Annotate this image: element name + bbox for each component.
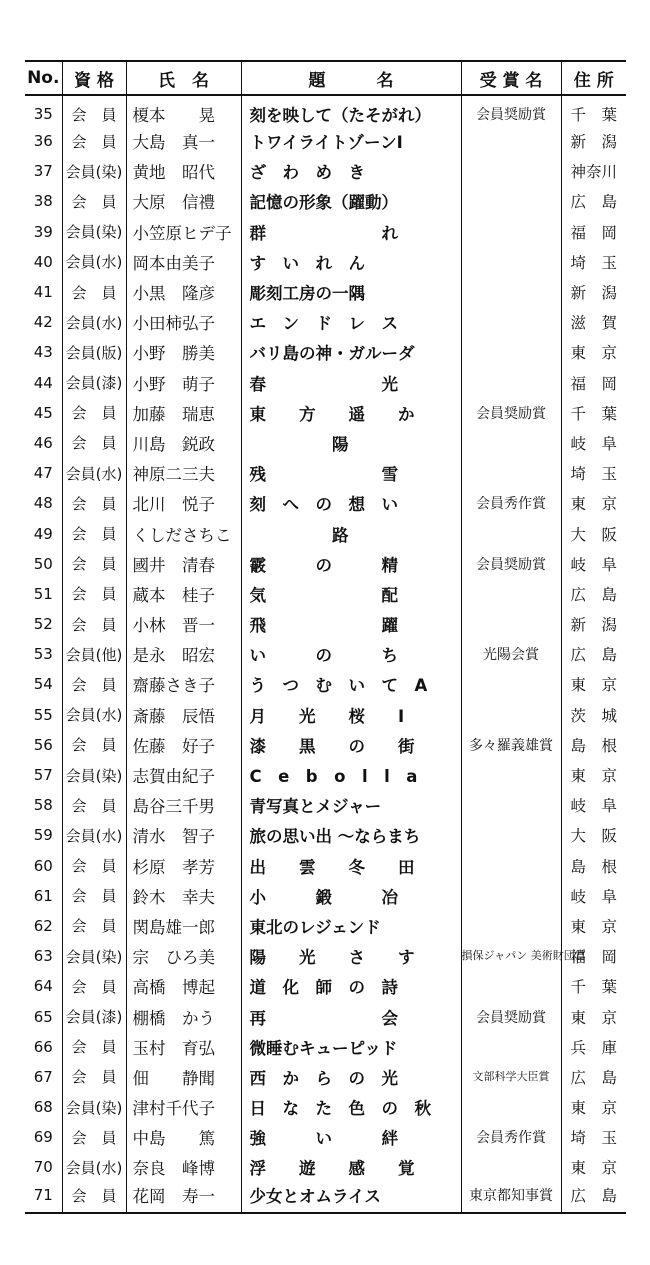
row-name: 是永 昭宏 — [126, 639, 241, 669]
row-qualification: 会 員 — [62, 1183, 126, 1213]
table-row — [25, 851, 626, 881]
row-title: エ ン ド レ ス — [241, 307, 461, 337]
row-title: う つ む い て A — [241, 669, 461, 699]
row-address: 千 葉 — [570, 106, 617, 124]
table-row — [25, 669, 626, 699]
row-name: 清水 智子 — [126, 820, 241, 850]
row-qualification: 会 員 — [62, 669, 126, 699]
row-name: 神原二三夫 — [126, 458, 241, 488]
row-qualification: 会 員 — [62, 1032, 126, 1062]
row-qualification: 会 員 — [62, 851, 126, 881]
row-title: 春 光 — [241, 368, 461, 398]
table-row — [25, 126, 626, 156]
table-row — [25, 398, 626, 428]
table-row — [25, 730, 626, 760]
row-address: 岐 阜 — [570, 797, 617, 816]
table-row — [25, 247, 626, 277]
row-award — [461, 368, 561, 398]
row-award: 会員奨励賞 — [461, 398, 561, 428]
table-row — [25, 307, 626, 337]
row-award — [461, 337, 561, 367]
row-title: ざ わ め き — [241, 156, 461, 186]
header-qualification: 資 格 — [62, 61, 126, 95]
row-title: 刻 へ の 想 い — [241, 488, 461, 518]
table-row — [25, 95, 626, 126]
table-row — [25, 458, 626, 488]
row-address: 東 京 — [570, 1008, 617, 1027]
row-award: 会員奨励賞 — [461, 549, 561, 579]
row-address: 兵 庫 — [570, 1038, 617, 1057]
row-qualification: 会 員 — [62, 277, 126, 307]
row-title: 旅の思い出 ～ならまち — [241, 820, 461, 850]
row-title: 彫刻工房の一隅 — [241, 277, 461, 307]
row-address: 大 阪 — [570, 525, 617, 544]
row-title: す い れ ん — [241, 247, 461, 277]
header-address: 住 所 — [561, 61, 626, 95]
row-name: 黄地 昭代 — [126, 156, 241, 186]
row-award — [461, 760, 561, 790]
row-award: 会員秀作賞 — [461, 1122, 561, 1152]
table-row — [25, 971, 626, 1001]
row-award: 会員秀作賞 — [461, 488, 561, 518]
row-qualification: 会員(染) — [62, 941, 126, 971]
row-address: 東 京 — [570, 917, 617, 936]
row-name: 小野 勝美 — [126, 337, 241, 367]
row-name: 榎本 晃 — [126, 95, 241, 126]
row-qualification: 会 員 — [62, 126, 126, 156]
table-row — [25, 760, 626, 790]
row-award — [461, 126, 561, 156]
row-name: 棚橋 かう — [126, 1001, 241, 1031]
table-row — [25, 1001, 626, 1031]
row-award — [461, 186, 561, 216]
row-qualification: 会 員 — [62, 428, 126, 458]
table-row — [25, 1092, 626, 1122]
row-address: 大 阪 — [570, 827, 617, 846]
row-number: 43 — [25, 337, 62, 367]
row-title: 浮 遊 感 覚 — [241, 1152, 461, 1182]
row-name: 花岡 寿一 — [126, 1183, 241, 1213]
row-name: 小田柿弘子 — [126, 307, 241, 337]
row-title: 再 会 — [241, 1001, 461, 1031]
row-address: 岐 阜 — [570, 887, 617, 906]
row-award — [461, 971, 561, 1001]
row-address: 島 根 — [570, 736, 617, 755]
table-row — [25, 1152, 626, 1182]
row-award: 文部科学大臣賞 — [461, 1062, 561, 1092]
row-number: 36 — [25, 126, 62, 156]
row-address: 茨 城 — [570, 706, 617, 725]
row-qualification: 会 員 — [62, 971, 126, 1001]
row-title: 微睡むキューピッド — [241, 1032, 461, 1062]
row-name: 島谷三千男 — [126, 790, 241, 820]
row-qualification: 会 員 — [62, 881, 126, 911]
table-body — [25, 95, 626, 1213]
row-number: 51 — [25, 579, 62, 609]
row-award — [461, 700, 561, 730]
row-title: 小 鍛 冶 — [241, 881, 461, 911]
row-number: 35 — [25, 95, 62, 126]
row-title: 残 雪 — [241, 458, 461, 488]
row-qualification: 会員(水) — [62, 458, 126, 488]
row-address: 新 潟 — [570, 133, 617, 152]
row-title: 強 い 絆 — [241, 1122, 461, 1152]
row-qualification: 会員(漆) — [62, 1001, 126, 1031]
row-address: 広 島 — [561, 1183, 626, 1213]
row-award: 東京都知事賞 — [461, 1183, 561, 1213]
table-row — [25, 911, 626, 941]
row-number: 71 — [25, 1183, 62, 1213]
row-qualification: 会 員 — [62, 549, 126, 579]
row-qualification: 会 員 — [62, 579, 126, 609]
row-title: 漆 黒 の 街 — [241, 730, 461, 760]
row-title: 気 配 — [241, 579, 461, 609]
row-award — [461, 307, 561, 337]
row-qualification: 会員(染) — [62, 1092, 126, 1122]
row-title: 刻を映して（たそがれ） — [241, 95, 461, 126]
row-address: 埼 玉 — [570, 465, 617, 484]
row-name: 加藤 瑞恵 — [126, 398, 241, 428]
row-address: 埼 玉 — [570, 1129, 617, 1148]
row-award — [461, 881, 561, 911]
row-number: 39 — [25, 217, 62, 247]
row-award — [461, 579, 561, 609]
row-address: 東 京 — [570, 767, 617, 786]
row-award — [461, 669, 561, 699]
table-row — [25, 488, 626, 518]
row-qualification: 会員(水) — [62, 307, 126, 337]
row-qualification: 会員(水) — [62, 700, 126, 730]
row-name: 佐藤 好子 — [126, 730, 241, 760]
row-number: 56 — [25, 730, 62, 760]
row-award — [461, 247, 561, 277]
row-title: 陽 — [241, 428, 461, 458]
row-qualification: 会員(水) — [62, 820, 126, 850]
row-award — [461, 428, 561, 458]
row-title: トワイライトゾーンⅠ — [241, 126, 461, 156]
row-address: 岐 阜 — [570, 555, 617, 574]
row-number: 70 — [25, 1152, 62, 1182]
row-name: 小林 晋一 — [126, 609, 241, 639]
row-qualification: 会 員 — [62, 730, 126, 760]
row-number: 55 — [25, 700, 62, 730]
table-row — [25, 549, 626, 579]
row-name: 小野 萌子 — [126, 368, 241, 398]
table-header-row — [25, 61, 626, 95]
row-number: 45 — [25, 398, 62, 428]
row-address: 広 島 — [570, 1068, 617, 1087]
row-address: 広 島 — [570, 646, 617, 665]
row-address: 新 潟 — [570, 284, 617, 303]
row-title: 記憶の形象（躍動） — [241, 186, 461, 216]
row-name: 國井 清春 — [126, 549, 241, 579]
row-name: 岡本由美子 — [126, 247, 241, 277]
row-name: 宗 ひろ美 — [126, 941, 241, 971]
row-award — [461, 1152, 561, 1182]
row-qualification: 会員(版) — [62, 337, 126, 367]
row-qualification: 会員(漆) — [62, 368, 126, 398]
table-row — [25, 579, 626, 609]
row-number: 49 — [25, 518, 62, 548]
table-row — [25, 368, 626, 398]
row-qualification: 会員(他) — [62, 639, 126, 669]
row-name: 大原 信禮 — [126, 186, 241, 216]
row-number: 58 — [25, 790, 62, 820]
row-qualification: 会員(水) — [62, 247, 126, 277]
row-number: 61 — [25, 881, 62, 911]
row-number: 57 — [25, 760, 62, 790]
row-number: 40 — [25, 247, 62, 277]
row-number: 67 — [25, 1062, 62, 1092]
row-address: 福 岡 — [570, 948, 617, 967]
table-row — [25, 337, 626, 367]
row-number: 46 — [25, 428, 62, 458]
row-name: くしださちこ — [126, 518, 241, 548]
row-name: 川島 鋭政 — [126, 428, 241, 458]
table-row — [25, 217, 626, 247]
row-number: 42 — [25, 307, 62, 337]
row-address: 岐 阜 — [570, 434, 617, 453]
row-name: 関島雄一郎 — [126, 911, 241, 941]
row-title: 霰 の 精 — [241, 549, 461, 579]
row-number: 38 — [25, 186, 62, 216]
row-address: 滋 賀 — [570, 314, 617, 333]
row-name: 中島 篤 — [126, 1122, 241, 1152]
row-qualification: 会 員 — [62, 488, 126, 518]
table-row — [25, 820, 626, 850]
row-address: 千 葉 — [570, 978, 617, 997]
row-address: 神奈川 — [570, 163, 617, 182]
header-title: 題 名 — [241, 61, 461, 95]
table-row — [25, 639, 626, 669]
row-title: バリ島の神・ガルーダ — [241, 337, 461, 367]
row-address: 東 京 — [570, 676, 617, 695]
row-name: 齋藤さき子 — [126, 669, 241, 699]
row-name: 小笠原ヒデ子 — [126, 217, 241, 247]
row-address: 千 葉 — [570, 404, 617, 423]
row-number: 53 — [25, 639, 62, 669]
row-title: 群 れ — [241, 217, 461, 247]
row-address: 島 根 — [570, 857, 617, 876]
row-name: 蔵本 桂子 — [126, 579, 241, 609]
row-award — [461, 1032, 561, 1062]
row-award — [461, 820, 561, 850]
row-name: 大島 真一 — [126, 126, 241, 156]
header-name: 氏 名 — [126, 61, 241, 95]
row-name: 北川 悦子 — [126, 488, 241, 518]
row-qualification: 会 員 — [62, 911, 126, 941]
row-name: 津村千代子 — [126, 1092, 241, 1122]
row-qualification: 会員(染) — [62, 217, 126, 247]
row-title: 出 雲 冬 田 — [241, 851, 461, 881]
table-row — [25, 700, 626, 730]
row-qualification: 会 員 — [62, 609, 126, 639]
row-address: 東 京 — [570, 1159, 617, 1178]
row-award — [461, 458, 561, 488]
row-award — [461, 851, 561, 881]
row-number: 54 — [25, 669, 62, 699]
row-qualification: 会 員 — [62, 186, 126, 216]
row-address: 東 京 — [570, 495, 617, 514]
row-award — [461, 1092, 561, 1122]
row-award: 損保ジャパン 美術財団賞 — [461, 941, 561, 971]
table-row — [25, 186, 626, 216]
row-name: 高橋 博起 — [126, 971, 241, 1001]
row-title: 飛 躍 — [241, 609, 461, 639]
row-award: 会員奨励賞 — [461, 1001, 561, 1031]
row-number: 69 — [25, 1122, 62, 1152]
row-number: 50 — [25, 549, 62, 579]
row-number: 52 — [25, 609, 62, 639]
row-name: 志賀由紀子 — [126, 760, 241, 790]
table-row — [25, 156, 626, 186]
row-number: 65 — [25, 1001, 62, 1031]
exhibit-list-page — [25, 60, 626, 1214]
row-number: 62 — [25, 911, 62, 941]
row-award: 会員奨励賞 — [461, 95, 561, 126]
row-name: 杉原 孝芳 — [126, 851, 241, 881]
table-row — [25, 277, 626, 307]
row-qualification: 会 員 — [62, 1122, 126, 1152]
row-address: 東 京 — [570, 344, 617, 363]
row-qualification: 会 員 — [62, 1062, 126, 1092]
header-award: 受 賞 名 — [461, 61, 561, 95]
row-award: 光陽会賞 — [461, 639, 561, 669]
row-qualification: 会員(水) — [62, 1152, 126, 1182]
row-address: 福 岡 — [570, 223, 617, 242]
row-award — [461, 217, 561, 247]
row-award: 多々羅義雄賞 — [461, 730, 561, 760]
row-qualification: 会 員 — [62, 518, 126, 548]
table-row — [25, 941, 626, 971]
row-title: 青写真とメジャー — [241, 790, 461, 820]
row-number: 59 — [25, 820, 62, 850]
row-address: 東 京 — [570, 1099, 617, 1118]
row-title: い の ち — [241, 639, 461, 669]
row-award — [461, 911, 561, 941]
row-number: 37 — [25, 156, 62, 186]
row-number: 64 — [25, 971, 62, 1001]
row-number: 68 — [25, 1092, 62, 1122]
table-row — [25, 1122, 626, 1152]
table-row — [25, 1032, 626, 1062]
row-number: 63 — [25, 941, 62, 971]
table-row — [25, 609, 626, 639]
row-qualification: 会 員 — [62, 790, 126, 820]
row-award — [461, 790, 561, 820]
row-name: 小黒 隆彦 — [126, 277, 241, 307]
row-title: 西 か ら の 光 — [241, 1062, 461, 1092]
row-title: 東 方 遥 か — [241, 398, 461, 428]
row-address: 新 潟 — [570, 616, 617, 635]
row-number: 41 — [25, 277, 62, 307]
header-no: No. — [25, 61, 62, 95]
table-row — [25, 428, 626, 458]
row-name: 佃 静聞 — [126, 1062, 241, 1092]
table-row — [25, 1183, 626, 1213]
row-title: 東北のレジェンド — [241, 911, 461, 941]
row-title: 陽 光 さ す — [241, 941, 461, 971]
row-award — [461, 609, 561, 639]
row-number: 44 — [25, 368, 62, 398]
row-address: 埼 玉 — [570, 253, 617, 272]
row-address: 福 岡 — [570, 374, 617, 393]
row-title: 路 — [241, 518, 461, 548]
row-qualification: 会 員 — [62, 398, 126, 428]
row-title: 道 化 師 の 詩 — [241, 971, 461, 1001]
row-address: 広 島 — [570, 193, 617, 212]
row-title: 日 な た 色 の 秋 — [241, 1092, 461, 1122]
row-name: 奈良 峰博 — [126, 1152, 241, 1182]
row-title: C e b o l l a — [241, 760, 461, 790]
exhibitor-table — [25, 60, 626, 1214]
row-title: 少女とオムライス — [241, 1183, 461, 1213]
row-name: 鈴木 幸夫 — [126, 881, 241, 911]
table-row — [25, 1062, 626, 1092]
table-row — [25, 790, 626, 820]
table-row — [25, 518, 626, 548]
row-name: 斎藤 辰悟 — [126, 700, 241, 730]
row-award — [461, 277, 561, 307]
table-row — [25, 881, 626, 911]
row-address: 広 島 — [570, 585, 617, 604]
row-award — [461, 156, 561, 186]
row-qualification: 会員(染) — [62, 156, 126, 186]
row-number: 60 — [25, 851, 62, 881]
row-qualification: 会員(染) — [62, 760, 126, 790]
row-qualification: 会 員 — [62, 95, 126, 126]
row-title: 月 光 桜 Ⅰ — [241, 700, 461, 730]
row-number: 48 — [25, 488, 62, 518]
row-name: 玉村 育弘 — [126, 1032, 241, 1062]
row-award — [461, 518, 561, 548]
row-number: 66 — [25, 1032, 62, 1062]
row-number: 47 — [25, 458, 62, 488]
